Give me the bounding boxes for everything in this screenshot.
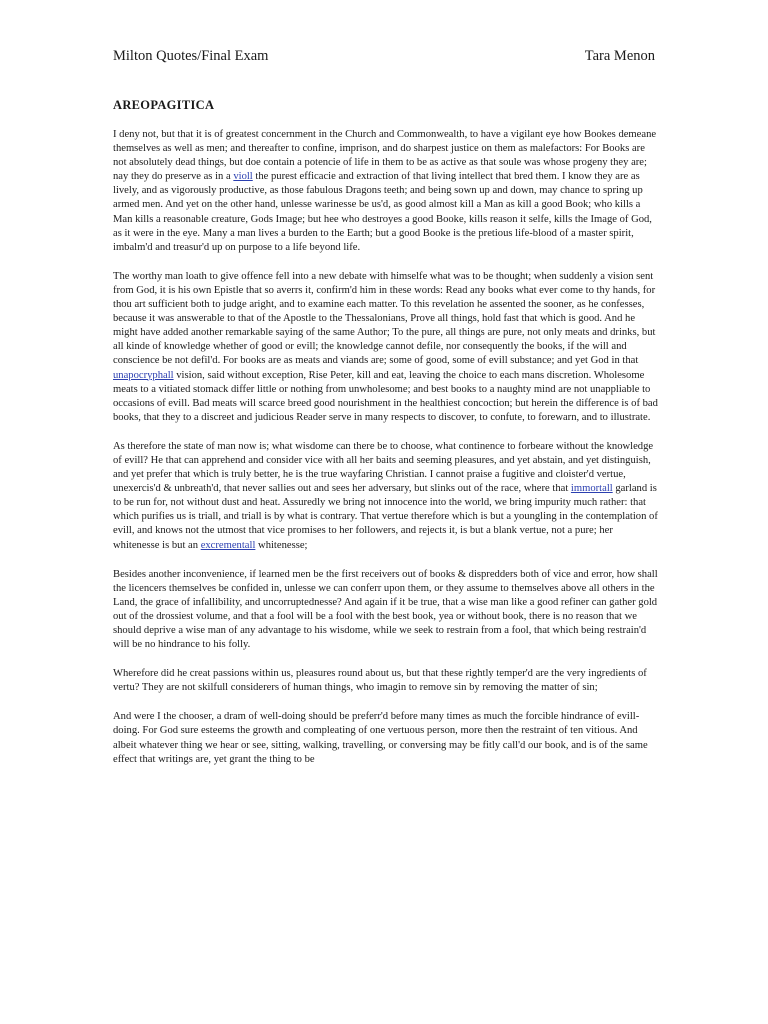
paragraph-text: The worthy man loath to give offence fell into a new debate with himselfe what was to be thought; when suddenly a vision sent from God, it is his own Epistle that so averrs it, confirm'd him in these words: Read any books what ever come to thy hands, for thou art sufficient both to judge aright, and to examine each matter. To this revelation he assented the sooner, as he confesses, because it was answerable to that of the Apostle to the Thessalonians, Prove all things, hold fast that which is good. And he might have added another remarkable saying of the same Author; To the pure, all things are pure, not only meats and drinks, but all kinde of knowledge whether of good or evill; the knowledge cannot defile, nor consequently the books, if the will and conscience be not defil'd. For books are as meats and viands are; some of good, some of evill substance; and yet God in that (113, 270, 656, 367)
paragraph-text: Besides another inconvenience, if learned men be the first receivers out of books & dispredders both of vice and error, how shall the licencers themselves be confided in, unlesse we can conferr upon them, or they assume to themselves above all others in the Land, the grace of infallibility, and uncorruptednesse? And again if it be true, that a wise man like a good refiner can gather gold out of the drossiest volume, and that a fool will be a fool with the best book, yea or without book, there is no reason that we should deprive a wise man of any advantage to his wisdome, while we seek to restrain from a fool, that which being restrain'd will be no hindrance to his folly. (113, 568, 658, 651)
paragraph (113, 568, 658, 653)
glossary-link-immortall[interactable]: immortall (570, 483, 613, 495)
glossary-link-violl[interactable]: violl (233, 171, 253, 183)
paragraph-text: garland is to be run for, not without dust and heat. Assuredly we bring not innocence into the world, we bring impurity much rather: that which purifies us is triall, and triall is by what is contrary. That vertue therefore which is but a youngling in the contemplation of evill, and knows not the utmost that vice promises to her followers, and rejects it, is but a blank vertue, not a pure; her whitenesse is but an (113, 483, 658, 551)
paragraph (113, 710, 658, 766)
paragraph (113, 440, 658, 553)
glossary-link-excrementall[interactable]: excrementall (200, 539, 256, 551)
header-author-name: Tara Menon (584, 48, 655, 64)
paragraph (113, 270, 658, 425)
paragraph-text: vision, said without exception, Rise Peter, kill and eat, leaving the choice to each mans discretion. Wholesome meats to a vitiated stomack differ little or nothing from unwholesome; and best books to a naughty mind are not unappliable to occasions of evill. Bad meats will scarce breed good nourishment in the healthiest concoction; but herein the difference is of bad books, that they to a discreet and judicious Reader serve in many respects to discover, to confute, to forewarn, and to illustrate. (113, 369, 658, 423)
paragraph-text: Wherefore did he creat passions within us, pleasures round about us, but that these rightly temper'd are the very ingredients of vertu? They are not skilfull considerers of human things, who imagin to remove sin by removing the matter of sin; (113, 668, 647, 694)
paragraph-text: And were I the chooser, a dram of well-doing should be preferr'd before many times as much the forcible hindrance of evill-doing. For God sure esteems the growth and compleating of one vertuous person, more then the restraint of ten vitious. And albeit whatever thing we hear or see, sitting, walking, travelling, or conversing may be fitly call'd our book, and is of the same effect that writings are, yet grant the thing to be (113, 711, 648, 765)
paragraph-text: I deny not, but that it is of greatest concernment in the Church and Commonwealth, to have a vigilant eye how Bookes demeane themselves as well as men; and thereafter to confine, imprison, and do sharpest justice on them as malefactors: For Books are not absolutely dead things, but doe contain a potencie of life in them to be as active as that soule was whose progeny they are; nay they do preserve as in a (113, 129, 657, 183)
section-title: AREOPAGITICA (113, 98, 215, 112)
glossary-link-unapocryphall[interactable]: unapocryphall (113, 369, 174, 381)
paragraph (113, 128, 658, 255)
paragraph-text: the purest efficacie and extraction of that living intellect that bred them. I know they are as lively, and as vigorously productive, as those fabulous Dragons teeth; and being sown up and down, may chance to spring up armed men. And yet on the other hand, unlesse warinesse be us'd, as good almost kill a Man as kill a good Book; who kills a Man kills a reasonable creature, Gods Image; but hee who destroyes a good Booke, kills reason it selfe, kills the Image of God, as it were in the eye. Many a man lives a burden to the Earth; but a good Booke is the pretious life-blood of a master spirit, imbalm'd and treasur'd up on purpose to a life beyond life. (113, 171, 652, 253)
paragraph-text: whitenesse; (255, 539, 308, 551)
page-header (113, 47, 655, 65)
header-course-title: Milton Quotes/Final Exam (113, 48, 269, 64)
document-body (113, 128, 658, 782)
paragraph (113, 667, 658, 695)
paragraph-text: As therefore the state of man now is; what wisdome can there be to choose, what continence to forbeare without the knowledge of evill? He that can apprehend and consider vice with all her baits and seeming pleasures, and yet abstain, and yet distinguish, and yet prefer that which is truly better, he is the true wayfaring Christian. I cannot praise a fugitive and cloister'd vertue, unexercis'd & unbreath'd, that never sallies out and sees her adversary, but slinks out of the race, where that (113, 440, 654, 495)
